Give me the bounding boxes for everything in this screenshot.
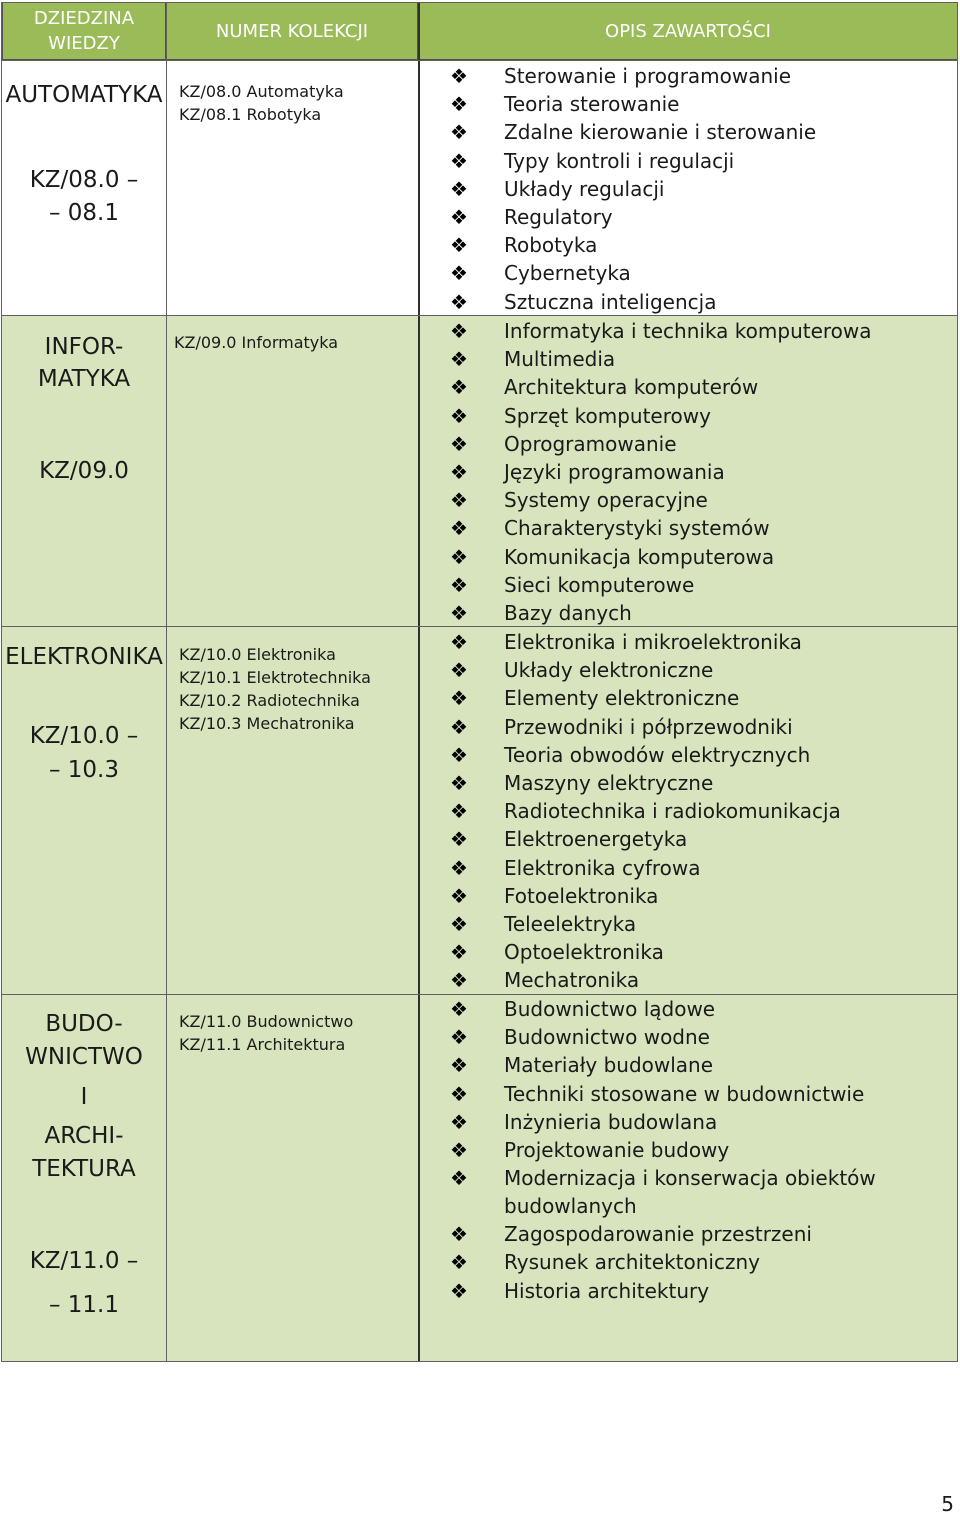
- bullet-icon: ❖: [450, 799, 468, 824]
- item-text: Multimedia: [504, 347, 616, 372]
- bullet-icon: ❖: [450, 940, 468, 965]
- item-text: Sprzęt komputerowy: [504, 403, 711, 428]
- table-border: [1, 60, 958, 61]
- bullet-icon: ❖: [450, 827, 468, 852]
- bullet-icon: ❖: [450, 148, 468, 173]
- content-list: [420, 317, 958, 627]
- bullet-icon: ❖: [450, 600, 468, 625]
- bullet-icon: ❖: [450, 630, 468, 654]
- collection-code: KZ/11.0 Budownictwo: [179, 1012, 354, 1031]
- collection-code: KZ/10.0 Elektronika: [179, 645, 336, 664]
- list-item: [420, 175, 958, 203]
- bullet-icon: ❖: [450, 289, 468, 314]
- item-text: Elektroenergetyka: [504, 827, 688, 852]
- item-text: Rysunek architektoniczny: [504, 1250, 760, 1275]
- item-text: Teoria sterowanie: [504, 92, 680, 117]
- list-item: [420, 1108, 958, 1136]
- item-text: Informatyka i technika komputerowa: [504, 319, 872, 343]
- list-item: [420, 259, 958, 287]
- list-item: [420, 231, 958, 259]
- page-number: 5: [941, 1492, 954, 1516]
- list-item: [420, 486, 958, 514]
- list-item: [420, 1164, 924, 1220]
- list-item: [420, 147, 958, 175]
- list-item: [420, 543, 958, 571]
- item-text: Komunikacja komputerowa: [504, 544, 775, 569]
- bullet-icon: ❖: [450, 1250, 468, 1275]
- bullet-icon: ❖: [450, 347, 468, 372]
- item-text: Cybernetyka: [504, 261, 631, 286]
- list-item: [420, 1023, 958, 1051]
- item-text: Elektronika cyfrowa: [504, 855, 701, 880]
- collection-code: KZ/10.1 Elektrotechnika: [179, 668, 371, 687]
- item-text: Sterowanie i programowanie: [504, 64, 792, 88]
- bullet-icon: ❖: [450, 516, 468, 541]
- bullet-icon: ❖: [450, 855, 468, 880]
- item-text: Regulatory: [504, 204, 613, 229]
- item-text: Sieci komputerowe: [504, 572, 695, 597]
- domain-line: INFOR-: [44, 334, 124, 360]
- list-item: [420, 571, 958, 599]
- item-text: Budownictwo wodne: [504, 1025, 710, 1050]
- bullet-icon: ❖: [450, 403, 468, 428]
- item-text: Teoria obwodów elektrycznych: [504, 742, 811, 767]
- domain-line: KZ/09.0: [39, 458, 129, 484]
- bullet-icon: ❖: [450, 572, 468, 597]
- domain-line: TEKTURA: [32, 1156, 136, 1182]
- bullet-icon: ❖: [450, 1222, 468, 1247]
- bullet-icon: ❖: [450, 968, 468, 993]
- item-text: Języki programowania: [504, 459, 725, 484]
- item-text: Oprogramowanie: [504, 431, 677, 456]
- bullet-icon: ❖: [450, 319, 468, 343]
- list-item: [420, 741, 958, 769]
- list-item: [420, 345, 958, 373]
- item-text: Bazy danych: [504, 600, 632, 625]
- bullet-icon: ❖: [450, 997, 468, 1021]
- domain-cell: [0, 331, 168, 487]
- domain-line: – 08.1: [48, 200, 120, 226]
- bullet-icon: ❖: [450, 742, 468, 767]
- domain-line: ARCHI-: [44, 1123, 124, 1149]
- bullet-icon: ❖: [450, 459, 468, 484]
- list-item: [420, 684, 958, 712]
- bullet-icon: ❖: [450, 176, 468, 201]
- collection-code: KZ/10.3 Mechatronika: [179, 714, 355, 733]
- table-border: [1, 2, 958, 3]
- content-list: [420, 628, 958, 994]
- header-description: [418, 2, 958, 60]
- bullet-icon: ❖: [450, 1137, 468, 1162]
- list-item: [420, 203, 958, 231]
- item-text: Materiały budowlane: [504, 1053, 714, 1078]
- list-item: [420, 938, 958, 966]
- item-text: Typy kontroli i regulacji: [504, 148, 735, 173]
- domain-line: ELEKTRONIKA: [5, 644, 163, 670]
- item-text: Maszyny elektryczne: [504, 770, 714, 795]
- bullet-icon: ❖: [450, 1166, 468, 1191]
- bullet-icon: ❖: [450, 714, 468, 739]
- content-list: [420, 62, 958, 316]
- bullet-icon: ❖: [450, 883, 468, 908]
- bullet-icon: ❖: [450, 911, 468, 936]
- list-item: [420, 656, 958, 684]
- list-item: [420, 910, 958, 938]
- header-description-label: OPIS ZAWARTOŚCI: [605, 20, 771, 42]
- list-item: [420, 1136, 958, 1164]
- list-item: [420, 118, 958, 146]
- domain-line: AUTOMATYKA: [5, 82, 163, 108]
- domain-cell: [0, 1008, 168, 1322]
- bullet-icon: ❖: [450, 1081, 468, 1106]
- table-border: [1, 1361, 958, 1362]
- item-text: Zagospodarowanie przestrzeni: [504, 1222, 812, 1247]
- item-text: Teleelektryka: [504, 911, 637, 936]
- item-text: Inżynieria budowlana: [504, 1109, 718, 1134]
- list-item: [420, 966, 958, 994]
- list-item: [420, 1220, 958, 1248]
- list-item: [420, 90, 958, 118]
- item-text: Układy elektroniczne: [504, 658, 714, 683]
- header-domain-line: DZIEDZINA: [33, 8, 135, 29]
- list-item: [420, 1051, 958, 1079]
- item-text: Budownictwo lądowe: [504, 997, 716, 1021]
- header-domain: [2, 2, 166, 60]
- list-item: [420, 628, 958, 656]
- collection-cell: [179, 643, 371, 735]
- list-item: [420, 373, 958, 401]
- collection-cell: [179, 1010, 353, 1056]
- domain-line: WNICTWO: [25, 1044, 143, 1070]
- item-text: Zdalne kierowanie i sterowanie: [504, 120, 817, 145]
- domain-line: BUDO-: [45, 1011, 123, 1037]
- domain-line: MATYKA: [37, 366, 131, 392]
- collection-code: KZ/09.0 Informatyka: [174, 333, 339, 352]
- content-list: [420, 995, 958, 1305]
- bullet-icon: ❖: [450, 658, 468, 683]
- list-item: [420, 713, 958, 741]
- header-domain-line: WIEDZY: [48, 33, 120, 54]
- collection-cell: [174, 331, 338, 354]
- item-text: Przewodniki i półprzewodniki: [504, 714, 793, 739]
- collection-code: KZ/08.0 Automatyka: [179, 82, 344, 101]
- item-text: Radiotechnika i radiokomunikacja: [504, 799, 841, 824]
- list-item: [420, 514, 958, 542]
- item-text: Modernizacja i konserwacja obiektów budowlanych: [504, 1166, 876, 1219]
- list-item: [420, 458, 958, 486]
- item-text: Elektronika i mikroelektronika: [504, 630, 802, 654]
- collection-cell: [179, 80, 344, 126]
- item-text: Fotoelektronika: [504, 883, 659, 908]
- domain-line: – 11.1: [48, 1292, 120, 1318]
- bullet-icon: ❖: [450, 64, 468, 88]
- collection-code: KZ/11.1 Architektura: [179, 1035, 346, 1054]
- item-text: Techniki stosowane w budownictwie: [504, 1081, 865, 1106]
- domain-cell: [0, 82, 168, 230]
- item-text: Sztuczna inteligencja: [504, 289, 717, 314]
- bullet-icon: ❖: [450, 1025, 468, 1050]
- bullet-icon: ❖: [450, 544, 468, 569]
- bullet-icon: ❖: [450, 375, 468, 400]
- domain-cell: [0, 641, 168, 787]
- item-text: Układy regulacji: [504, 176, 665, 201]
- header-collection: [166, 2, 418, 60]
- list-item: [420, 995, 958, 1023]
- list-item: [420, 62, 958, 90]
- domain-line: KZ/11.0 –: [29, 1248, 139, 1274]
- collection-code: KZ/08.1 Robotyka: [179, 105, 322, 124]
- item-text: Historia architektury: [504, 1278, 710, 1303]
- bullet-icon: ❖: [450, 233, 468, 258]
- item-text: Architektura komputerów: [504, 375, 759, 400]
- list-item: [420, 854, 958, 882]
- item-text: Charakterystyki systemów: [504, 516, 770, 541]
- domain-line: KZ/10.0 –: [29, 723, 139, 749]
- list-item: [420, 430, 958, 458]
- list-item: [420, 1277, 958, 1305]
- bullet-icon: ❖: [450, 1053, 468, 1078]
- item-text: Projektowanie budowy: [504, 1137, 730, 1162]
- list-item: [420, 599, 958, 627]
- list-item: [420, 797, 958, 825]
- item-text: Robotyka: [504, 233, 598, 258]
- bullet-icon: ❖: [450, 431, 468, 456]
- list-item: [420, 825, 958, 853]
- bullet-icon: ❖: [450, 92, 468, 117]
- list-item: [420, 288, 958, 316]
- bullet-icon: ❖: [450, 770, 468, 795]
- list-item: [420, 882, 958, 910]
- item-text: Optoelektronika: [504, 940, 664, 965]
- bullet-icon: ❖: [450, 1109, 468, 1134]
- list-item: [420, 769, 958, 797]
- list-item: [420, 317, 958, 345]
- bullet-icon: ❖: [450, 686, 468, 711]
- bullet-icon: ❖: [450, 488, 468, 513]
- list-item: [420, 1080, 958, 1108]
- bullet-icon: ❖: [450, 261, 468, 286]
- collection-code: KZ/10.2 Radiotechnika: [179, 691, 360, 710]
- bullet-icon: ❖: [450, 120, 468, 145]
- domain-line: – 10.3: [48, 757, 120, 783]
- header-collection-label: NUMER KOLEKCJI: [215, 20, 369, 42]
- bullet-icon: ❖: [450, 204, 468, 229]
- list-item: [420, 1248, 958, 1276]
- bullet-icon: ❖: [450, 1278, 468, 1303]
- item-text: Mechatronika: [504, 968, 640, 993]
- list-item: [420, 402, 958, 430]
- domain-line: KZ/08.0 –: [29, 167, 139, 193]
- item-text: Systemy operacyjne: [504, 488, 708, 513]
- domain-line: I: [80, 1084, 88, 1110]
- item-text: Elementy elektroniczne: [504, 686, 740, 711]
